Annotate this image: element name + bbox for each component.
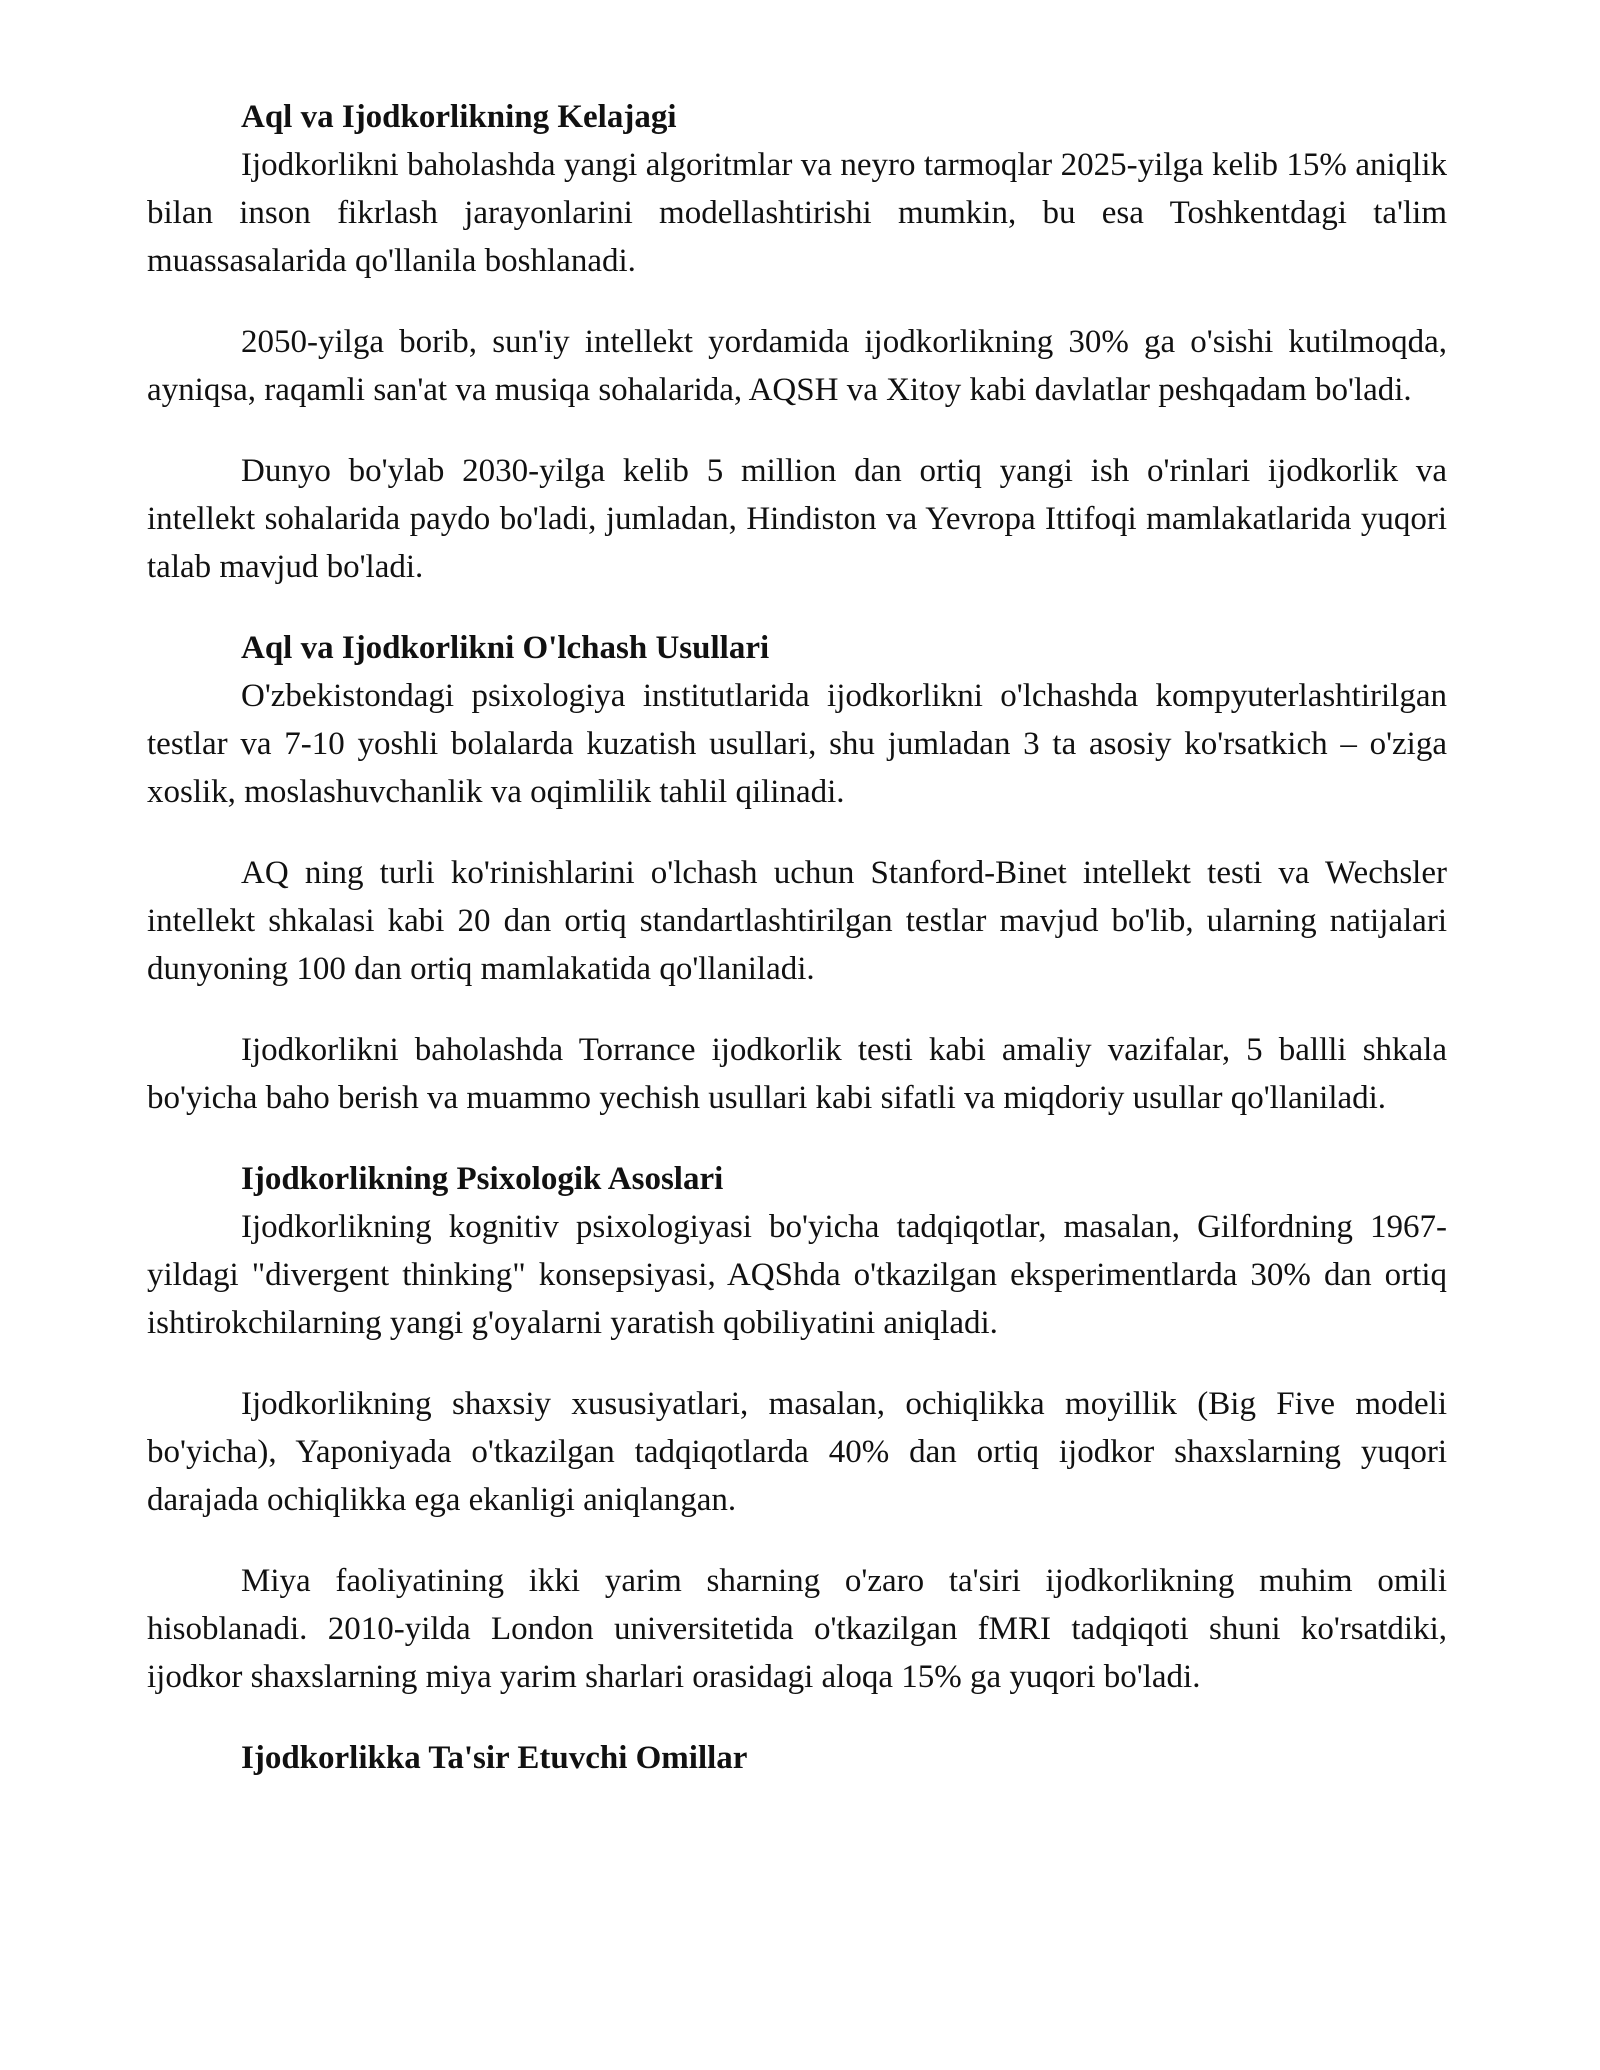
paragraph: Ijodkorlikning kognitiv psixologiyasi bo'yicha tadqiqotlar, masalan, Gilfordning 1967-yildagi "divergent thinking" konsepsiyasi, AQShda o'tkazilgan eksperimentlarda 30% dan ortiq ishtirokchilarning yangi g'oyalarni yaratish qobiliyatini aniqladi. — [147, 1209, 1447, 1341]
paragraph: Miya faoliyatining ikki yarim sharning o'zaro ta'siri ijodkorlikning muhim omili hisoblanadi. 2010-yilda London universitetida o'tkazilgan fMRI tadqiqoti shuni ko'rsatdiki, ijodkor shaxslarning miya yarim sharlari orasidagi aloqa 15% ga yuqori bo'ladi. — [147, 1563, 1447, 1695]
section-heading: Ijodkorlikning Psixologik Asoslari — [241, 1161, 724, 1197]
paragraph: AQ ning turli ko'rinishlarini o'lchash uchun Stanford-Binet intellekt testi va Wechsler intellekt shkalasi kabi 20 dan ortiq standartlashtirilgan testlar mavjud bo'lib, ularning natijalari dunyoning 100 dan ortiq mamlakatida qo'llaniladi. — [147, 855, 1447, 987]
section-factors — [147, 1734, 1447, 1782]
document-page — [147, 93, 1447, 1782]
section-heading: Aql va Ijodkorlikning Kelajagi — [241, 99, 677, 135]
paragraph: Ijodkorlikni baholashda Torrance ijodkorlik testi kabi amaliy vazifalar, 5 ballli shkala bo'yicha baho berish va muammo yechish usullari kabi sifatli va miqdoriy usullar qo'llaniladi. — [147, 1032, 1447, 1116]
paragraph: Dunyo bo'ylab 2030-yilga kelib 5 million dan ortiq yangi ish o'rinlari ijodkorlik va intellekt sohalarida paydo bo'ladi, jumladan, Hindiston va Yevropa Ittifoqi mamlakatlarida yuqori talab mavjud bo'ladi. — [147, 453, 1447, 585]
section-measurement — [147, 624, 1447, 1122]
paragraph: Ijodkorlikni baholashda yangi algoritmlar va neyro tarmoqlar 2025-yilga kelib 15% aniqlik bilan inson fikrlash jarayonlarini modellashtirishi mumkin, bu esa Toshkentdagi ta'lim muassasalarida qo'llanila boshlanadi. — [147, 147, 1447, 279]
section-heading: Aql va Ijodkorlikni O'lchash Usullari — [241, 630, 770, 666]
paragraph: O'zbekistondagi psixologiya institutlarida ijodkorlikni o'lchashda kompyuterlashtirilgan testlar va 7-10 yoshli bolalarda kuzatish usullari, shu jumladan 3 ta asosiy ko'rsatkich – o'ziga xoslik, moslashuvchanlik va oqimlilik tahlil qilinadi. — [147, 678, 1447, 810]
section-future — [147, 93, 1447, 591]
section-psychology — [147, 1155, 1447, 1701]
section-heading: Ijodkorlikka Ta'sir Etuvchi Omillar — [241, 1740, 748, 1776]
paragraph: 2050-yilga borib, sun'iy intellekt yordamida ijodkorlikning 30% ga o'sishi kutilmoqda, ayniqsa, raqamli san'at va musiqa sohalarida, AQSH va Xitoy kabi davlatlar peshqadam bo'ladi. — [147, 324, 1447, 408]
paragraph: Ijodkorlikning shaxsiy xususiyatlari, masalan, ochiqlikka moyillik (Big Five modeli bo'yicha), Yaponiyada o'tkazilgan tadqiqotlarda 40% dan ortiq ijodkor shaxslarning yuqori darajada ochiqlikka ega ekanligi aniqlangan. — [147, 1386, 1447, 1518]
